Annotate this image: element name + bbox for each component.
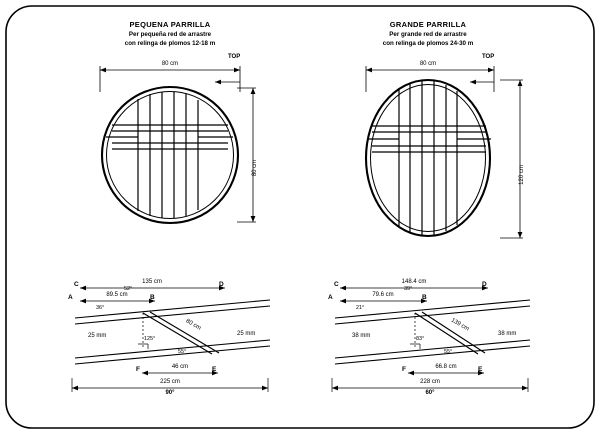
small-top-label: TOP [228, 54, 241, 60]
small-point-b: B [150, 294, 155, 301]
small-panel-subtitle-1: Per pequeña red de arrastre [128, 31, 212, 38]
large-ab-dim: 79.6 cm [372, 292, 394, 298]
large-angle-a: 21° [356, 305, 365, 311]
large-point-f: F [402, 366, 406, 373]
large-bottom-dim: 228 cm [420, 379, 440, 385]
large-grid-group [366, 66, 523, 238]
small-point-a: A [68, 294, 73, 301]
small-grid-height-dim: 80 cm [252, 159, 258, 177]
small-right-mesh: 25 mm [237, 331, 256, 337]
sheet-border [6, 6, 594, 428]
large-cd-dim: 148.4 cm [401, 279, 427, 285]
small-cd-dim: 135 cm [142, 279, 162, 285]
small-angle-a: 36° [96, 305, 105, 311]
small-panel-title: PEQUENA PARRILLA [129, 20, 211, 29]
small-ab-dim: 89.5 cm [106, 292, 128, 298]
large-point-d: D [482, 281, 487, 288]
large-grid-width-dim: 80 cm [419, 61, 437, 67]
small-fe-dim: 46 cm [171, 364, 189, 370]
large-diagonal-dim: 139 cm [449, 317, 470, 333]
small-bottom-angle: 90° [165, 390, 175, 396]
small-panel-subtitle-2: con relinga de plomos 12-18 m [124, 40, 216, 47]
large-fe-dim: 66.8 cm [435, 364, 457, 370]
large-panel-subtitle-1: Per grande red de arrastre [389, 31, 467, 38]
large-point-a: A [328, 294, 333, 301]
large-angle-cd: 39° [404, 286, 413, 292]
large-grid-height-dim: 120 cm [519, 165, 525, 185]
small-grid-width-dim: 80 cm [161, 61, 179, 67]
large-bottom-angle: 60° [425, 390, 435, 396]
large-left-mesh: 38 mm [352, 333, 371, 339]
large-point-e: E [478, 366, 483, 373]
large-point-c: C [334, 281, 339, 288]
large-right-mesh: 38 mm [498, 331, 517, 337]
small-point-d: D [219, 281, 224, 288]
large-angle-lower: 55° [444, 349, 453, 355]
large-panel-subtitle-2: con relinga de plomos 24-30 m [382, 40, 474, 47]
large-top-label: TOP [482, 54, 495, 60]
small-point-f: F [136, 366, 140, 373]
large-point-b: B [422, 294, 427, 301]
small-bottom-dim: 225 cm [160, 379, 180, 385]
small-point-c: C [74, 281, 79, 288]
small-angle-cd: 52° [124, 286, 133, 292]
small-angle-inner: 125° [144, 336, 156, 342]
small-diagonal-dim: 80 cm [184, 318, 202, 332]
small-left-mesh: 25 mm [88, 333, 107, 339]
small-point-e: E [212, 366, 217, 373]
large-angle-inner: 83° [416, 336, 425, 342]
small-grid-group [100, 66, 256, 223]
small-angle-lower: 55° [178, 349, 187, 355]
large-panel-title: GRANDE PARRILLA [389, 20, 467, 29]
